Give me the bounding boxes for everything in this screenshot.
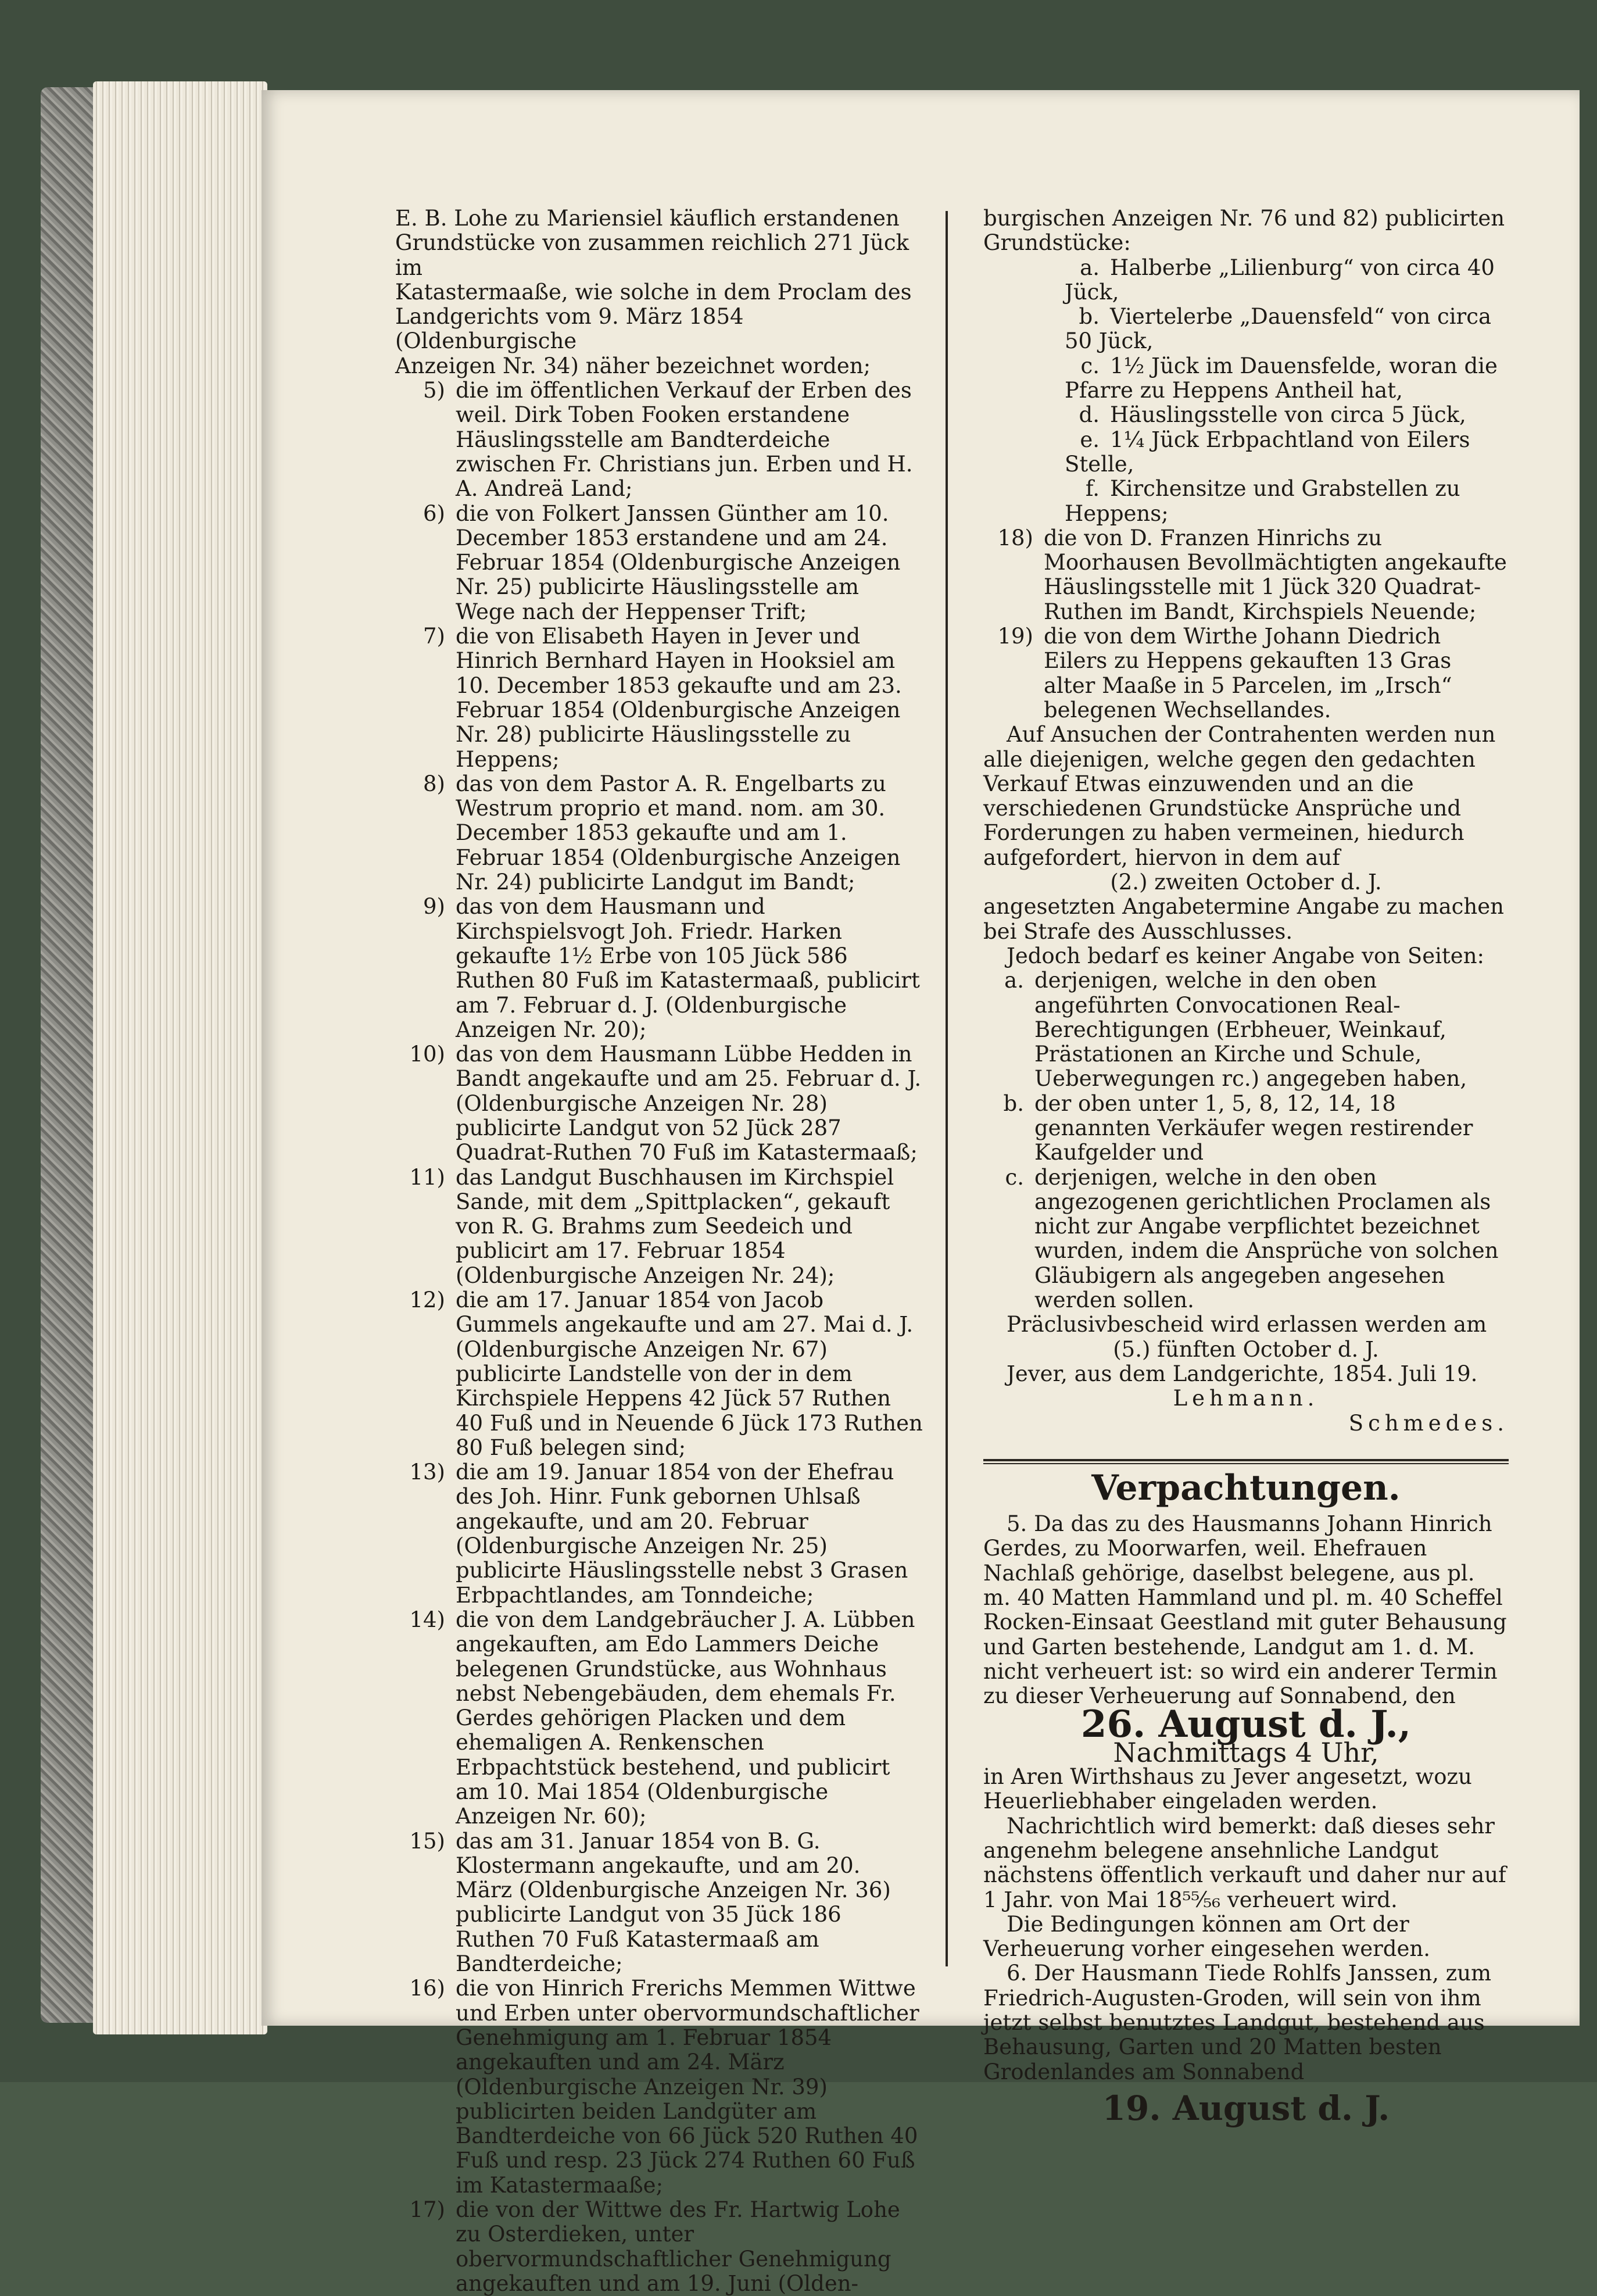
list-item — [983, 624, 1509, 723]
sub-item-text: Kirchensitze und Grabstellen zu Heppens; — [1065, 476, 1460, 526]
list-item — [395, 2198, 923, 2296]
list-item — [395, 502, 923, 624]
sub-item — [983, 477, 1509, 526]
sub-item — [983, 428, 1509, 477]
verdict-date: (5.) fünften October d. J. — [1113, 1336, 1379, 1362]
exception-text: derjenigen, welche in den oben angezogenen gerichtlichen Proclamen als nicht zur Angabe verpflichtet bezeichnet wurden, indem die Ansprüche von solchen Gläubigern als angegeben angesehen werden sollen. — [1034, 1164, 1499, 1313]
intro-line: Anzeigen Nr. 34) näher bezeichnet worden; — [395, 353, 871, 378]
list-item — [395, 772, 923, 895]
item-text: die von dem Wirthe Johann Diedrich Eilers zu Heppens gekauften 13 Gras alter Maaße in 5 Parcelen, im „Irsch“ belegenen Wechsellandes. — [1044, 624, 1452, 723]
list-item — [395, 1608, 923, 1829]
notice-paragraph: Auf Ansuchen der Contrahenten werden nun alle diejenigen, welche gegen den gedachten Verkauf Etwas einzuwenden und an die verschiedenen Grundstücke Ansprüche und Forderungen zu haben vermeinen, hiedurch aufgefordert, hiervon in dem auf — [983, 722, 1496, 870]
lease-time: Nachmittags 4 Uhr, — [1113, 1736, 1379, 1768]
list-item — [395, 1460, 923, 1608]
item-number: 7) — [423, 624, 445, 649]
exception-item — [983, 1092, 1509, 1165]
lease-notice: 5. Da das zu des Hausmanns Johann Hinrich Gerdes, zu Moorwarfen, weil. Ehefrauen Nachlaß gehörige, daselbst belegene, aus pl. m. 40 Matten Hammland und pl. m. 40 Scheffel Rocken-Einsaat Geestland mit guter Behausung und Garten bestehende, Landgut am 1. d. M. nicht verheuert ist: so wird ein anderer Termin zu dieser Verheuerung auf Sonnabend, den — [983, 1511, 1507, 1709]
item-text: das von dem Hausmann Lübbe Hedden in Bandt angekaufte und am 25. Februar d. J. (Oldenburgische Anzeigen Nr. 28) publicirte Landgut von 52 Jück 287 Quadrat-Ruthen 70 Fuß im Katastermaaß; — [456, 1042, 922, 1165]
list-item — [395, 1976, 923, 2198]
lease-place: in Aren Wirthshaus zu Jever angesetzt, wozu Heuerliebhaber eingeladen werden. — [983, 1764, 1472, 1814]
exception-text: derjenigen, welche in den oben angeführten Convocationen Real-Berechtigungen (Erbheuer, Weinkauf, Prästationen an Kirche und Schule, Ueberwegungen rc.) angegeben haben, — [1034, 968, 1467, 1092]
lease-note: Nachrichtlich wird bemerkt: daß dieses sehr angenehm belegene ansehnliche Landgut nächstens öffentlich verkauft und daher nur auf 1 Jahr. von Mai 18⁵⁵⁄₅₆ verheuert wird. — [983, 1813, 1506, 1912]
column-divider — [946, 211, 948, 1966]
item-text: das von dem Hausmann und Kirchspielsvogt Joh. Friedr. Harken gekaufte 1½ Erbe von 105 Jück 586 Ruthen 80 Fuß im Katastermaaß, publicirt am 7. Februar d. J. (Oldenburgische Anzeigen Nr. 20); — [456, 894, 920, 1042]
section-heading: Verpachtungen. — [1091, 1467, 1401, 1508]
lease-notice: 6. Der Hausmann Tiede Rohlfs Janssen, zum Friedrich-Augusten-Groden, will sein von ihm jetzt selbst benutztes Landgut, bestehend aus Behausung, Garten und 20 Matten besten Grodenlandes am Sonnabend — [983, 1961, 1492, 2084]
lease-date: 26. August d. J., — [1080, 1702, 1412, 1746]
notice-end: angesetzten Angabetermine Angabe zu machen bei Strafe des Ausschlusses. — [983, 894, 1504, 944]
sub-item-text: 1¼ Jück Erbpachtland von Eilers Stelle, — [1065, 427, 1470, 477]
item-text: das von dem Pastor A. R. Engelbarts zu Westrum proprio et mand. nom. am 30. December 1853 gekaufte und am 1. Februar 1854 (Oldenburgische Anzeigen Nr. 24) publicirte Landgut im Bandt; — [456, 771, 901, 895]
item-text: das Landgut Buschhausen im Kirchspiel Sande, mit dem „Spittplacken“, gekauft von R. G. Brahms zum Seedeich und publicirt am 17. Februar 1854 (Oldenburgische Anzeigen Nr. 24); — [456, 1164, 894, 1288]
item-text: die am 17. Januar 1854 von Jacob Gummels angekaufte und am 27. Mai d. J. (Oldenburgische Anzeigen Nr. 67) publicirte Landstelle von der in dem Kirchspiele Heppens 42 Jück 57 Ruthen 40 Fuß und in Neuende 6 Jück 173 Ruthen 80 Fuß belegen sind; — [456, 1288, 923, 1460]
item-number: 13) — [409, 1460, 445, 1485]
sub-item — [983, 354, 1509, 403]
item-number: 15) — [409, 1828, 445, 1854]
item-number: 17) — [409, 2197, 445, 2223]
sub-item-label: d. — [1079, 402, 1100, 428]
verdict-line: Präclusivbescheid wird erlassen werden am — [1007, 1312, 1487, 1337]
newspaper-page — [262, 90, 1580, 2296]
place-date-line: Jever, aus dem Landgerichte, 1854. Juli 19. — [1007, 1361, 1478, 1386]
list-item — [395, 1042, 923, 1165]
list-item — [395, 624, 923, 772]
item-text: die von Hinrich Frerichs Memmen Wittwe und Erben unter obervormundschaftlicher Genehmigung am 1. Februar 1854 angekauften und am 24. März (Oldenburgische Anzeigen Nr. 39) publicirten beiden Landgüter am Bandterdeiche von 66 Jück 520 Ruthen 40 Fuß und resp. 23 Jück 274 Ruthen 60 Fuß im Katastermaaße; — [456, 1976, 919, 2198]
section-rule — [983, 1459, 1509, 1464]
item-text: die im öffentlichen Verkauf der Erben des weil. Dirk Toben Fooken erstandene Häuslingsstelle am Bandterdeiche zwischen Fr. Christians jun. Erben und H. A. Andreä Land; — [456, 378, 913, 502]
sub-item-text: Häuslingsstelle von circa 5 Jück, — [1110, 402, 1466, 428]
exception-item — [983, 1165, 1509, 1313]
continuation-line: burgischen Anzeigen Nr. 76 und 82) publicirten — [983, 206, 1505, 231]
sub-item-label: b. — [1079, 304, 1100, 330]
exception-intro: Jedoch bedarf es keiner Angabe von Seiten: — [1007, 943, 1484, 968]
item-text: die von der Wittwe des Fr. Hartwig Lohe zu Osterdieken, unter obervormundschaftlicher Genehmigung angekauften und am 19. Juni (Olden- — [456, 2197, 900, 2296]
item-number: 16) — [409, 1976, 445, 2001]
list-item — [395, 378, 923, 501]
sub-item-text: Viertelerbe „Dauensfeld“ von circa 50 Jück, — [1065, 304, 1492, 354]
item-number: 6) — [423, 500, 445, 526]
item-text: die von D. Franzen Hinrichs zu Moorhausen Bevollmächtigten angekaufte Häuslingsstelle mit 1 Jück 320 Quadrat-Ruthen im Bandt, Kirchspiels Neuende; — [1044, 525, 1507, 624]
lease-date: 19. August d. J. — [1102, 2088, 1390, 2128]
clerk-signature: Schmedes. — [1348, 1410, 1509, 1436]
sub-item — [983, 256, 1509, 305]
list-item — [395, 895, 923, 1042]
sub-item-label: f. — [1085, 476, 1100, 502]
exception-label: a. — [1004, 968, 1024, 993]
intro-line: Landgerichts vom 9. März 1854 (Oldenburgische — [395, 304, 744, 354]
page-edges — [93, 81, 267, 2034]
list-item — [395, 1165, 923, 1288]
exception-text: der oben unter 1, 5, 8, 12, 14, 18 genannten Verkäufer wegen restirender Kaufgelder und — [1034, 1090, 1473, 1165]
sub-item-label: c. — [1080, 353, 1100, 378]
list-item — [395, 1288, 923, 1460]
intro-line: Katastermaaße, wie solche in dem Proclam des — [395, 279, 912, 305]
item-text: die am 19. Januar 1854 von der Ehefrau des Joh. Hinr. Funk gebornen Uhlsaß angekaufte, und am 20. Februar (Oldenburgische Anzeigen Nr. 25) publicirte Häuslingsstelle nebst 3 Grasen Erbpachtlandes, am Tonndeiche; — [456, 1460, 908, 1608]
exception-item — [983, 968, 1509, 1091]
sub-item-text: 1½ Jück im Dauensfelde, woran die Pfarre zu Heppens Antheil hat, — [1065, 353, 1498, 403]
signature: Lehmann. — [1173, 1386, 1319, 1411]
item-number: 8) — [423, 771, 445, 796]
lease-conditions: Die Bedingungen können am Ort der Verheuerung vorher eingesehen werden. — [983, 1911, 1430, 1962]
item-text: die von Elisabeth Hayen in Jever und Hinrich Bernhard Hayen in Hooksiel am 10. December 1853 gekaufte und am 23. Februar 1854 (Oldenburgische Anzeigen Nr. 28) publicirte Häuslingsstelle zu Heppens; — [456, 624, 902, 772]
item-text: die von Folkert Janssen Günther am 10. December 1853 erstandene und am 24. Februar 1854 (Oldenburgische Anzeigen Nr. 25) publicirte Häuslingsstelle am Wege nach der Heppenser Trift; — [456, 500, 901, 624]
sub-item-text: Halberbe „Lilienburg“ von circa 40 Jück, — [1065, 255, 1495, 305]
sub-item — [983, 403, 1509, 427]
item-text: das am 31. Januar 1854 von B. G. Klostermann angekaufte, und am 20. März (Oldenburgische Anzeigen Nr. 36) publicirte Landgut von 35 Jück 186 Ruthen 70 Fuß Katastermaaß am Bandterdeiche; — [456, 1828, 891, 1977]
left-column — [395, 206, 923, 2296]
item-number: 12) — [409, 1288, 445, 1313]
list-item — [983, 526, 1509, 624]
right-column — [983, 206, 1509, 2128]
item-number: 18) — [997, 525, 1033, 550]
item-number: 5) — [423, 378, 445, 403]
sub-item — [983, 305, 1509, 354]
notice-date: (2.) zweiten October d. J. — [1110, 870, 1382, 895]
intro-line: E. B. Lohe zu Mariensiel käuflich erstandenen — [395, 206, 900, 231]
item-number: 9) — [423, 894, 445, 920]
exception-label: b. — [1003, 1090, 1024, 1116]
item-number: 11) — [409, 1164, 445, 1190]
intro-line: Grundstücke von zusammen reichlich 271 Jück im — [395, 230, 909, 280]
item-number: 14) — [409, 1607, 445, 1632]
list-item — [395, 1829, 923, 1977]
item-number: 19) — [997, 624, 1033, 649]
item-text: die von dem Landgebräucher J. A. Lübben angekauften, am Edo Lammers Deiche belegenen Grundstücke, aus Wohnhaus nebst Nebengebäuden, dem ehemals Fr. Gerdes gehörigen Placken und dem ehemaligen A. Renkenschen Erbpachtstück bestehend, und publicirt am 10. Mai 1854 (Oldenburgische Anzeigen Nr. 60); — [456, 1607, 915, 1829]
sub-item-label: a. — [1080, 255, 1100, 280]
sub-item-label: e. — [1080, 427, 1100, 452]
continuation-line: Grundstücke: — [983, 230, 1131, 256]
exception-label: c. — [1005, 1164, 1024, 1190]
item-number: 10) — [409, 1042, 445, 1067]
